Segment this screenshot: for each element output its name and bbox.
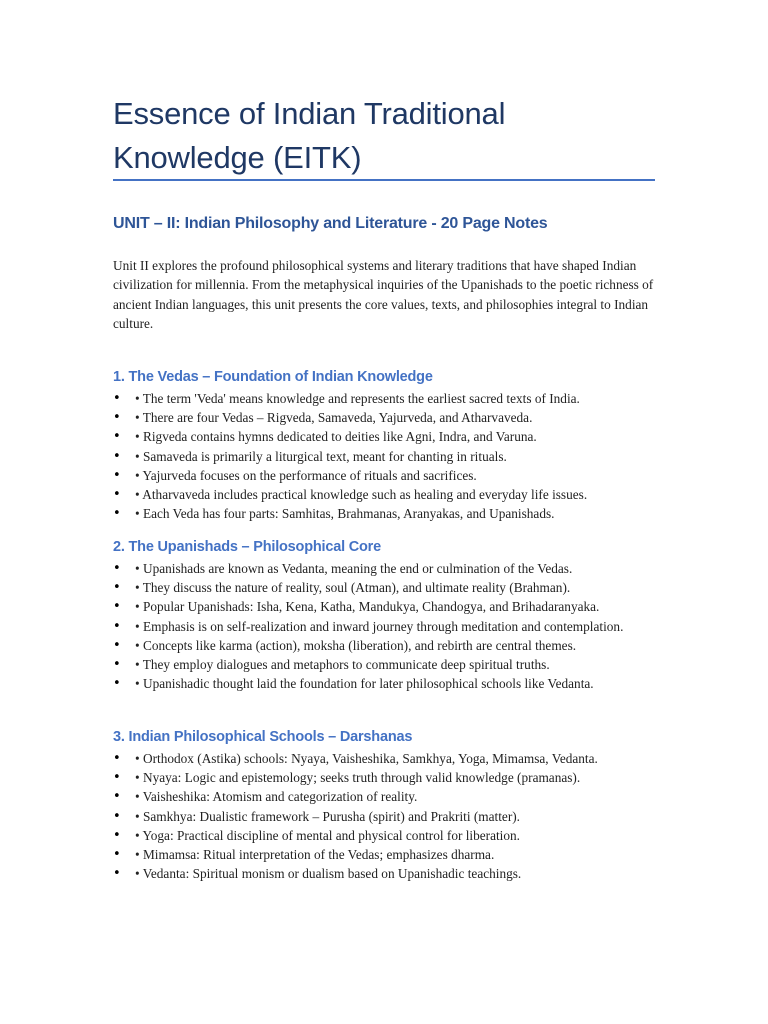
list-item: [113, 408, 673, 427]
intro-paragraph: Unit II explores the profound philosophical systems and literary traditions that have shaped Indian civilization for millennia. From the metaphysical inquiries of the Upanishads to the poetic richness of ancient Indian languages, this unit presents the core values, texts, and philosophies integral to Indian culture.: [113, 258, 654, 332]
list-item-text: • Nyaya: Logic and epistemology; seeks truth through valid knowledge (pramanas).: [135, 770, 581, 786]
list-item: [113, 674, 673, 693]
section-heading: 1. The Vedas – Foundation of Indian Knowledge: [113, 369, 433, 385]
list-item: [113, 597, 673, 616]
section-upanishads: [113, 536, 673, 693]
bullet-icon: •: [113, 789, 121, 805]
list-item: [113, 559, 673, 578]
bullet-icon: •: [113, 637, 121, 653]
bullet-icon: •: [113, 618, 121, 634]
bullet-icon: •: [113, 487, 121, 503]
bullet-icon: •: [113, 676, 121, 692]
list-item-text: • Yoga: Practical discipline of mental and physical control for liberation.: [135, 827, 520, 843]
bullet-icon: •: [113, 410, 121, 426]
list-item: [113, 768, 673, 787]
list-item-text: • Rigveda contains hymns dedicated to deities like Agni, Indra, and Varuna.: [135, 429, 537, 445]
title-divider: [113, 179, 655, 181]
section-heading: 3. Indian Philosophical Schools – Darshanas: [113, 729, 413, 745]
list-item-text: • They employ dialogues and metaphors to communicate deep spiritual truths.: [135, 657, 550, 673]
list-item: [113, 826, 673, 845]
list-item-text: • Concepts like karma (action), moksha (liberation), and rebirth are central themes.: [135, 637, 577, 653]
bullet-icon: •: [113, 391, 121, 406]
bullet-icon: •: [113, 751, 121, 766]
bullet-icon: •: [113, 506, 121, 522]
bullet-list: [113, 559, 673, 693]
list-item: [113, 749, 673, 768]
document-title: Essence of Indian Traditional Knowledge (EITK): [113, 96, 506, 175]
bullet-icon: •: [113, 808, 121, 824]
list-item: [113, 427, 673, 446]
list-item: [113, 787, 673, 806]
list-item-text: • The term 'Veda' means knowledge and represents the earliest sacred texts of India.: [135, 391, 580, 406]
list-item: [113, 845, 673, 864]
list-item: [113, 466, 673, 485]
list-item-text: • Yajurveda focuses on the performance of rituals and sacrifices.: [135, 467, 477, 483]
list-item-text: • Upanishads are known as Vedanta, meaning the end or culmination of the Vedas.: [135, 561, 573, 576]
list-item: [113, 504, 673, 523]
list-item: [113, 617, 673, 636]
bullet-icon: •: [113, 561, 121, 576]
list-item-text: • Samkhya: Dualistic framework – Purusha (spirit) and Prakriti (matter).: [135, 808, 520, 824]
bullet-icon: •: [113, 580, 121, 596]
list-item: [113, 636, 673, 655]
bullet-list: [113, 389, 673, 523]
list-item-text: • Each Veda has four parts: Samhitas, Brahmanas, Aranyakas, and Upanishads.: [135, 506, 555, 522]
bullet-icon: •: [113, 827, 121, 843]
section-darshanas: [113, 726, 673, 883]
list-item-text: • There are four Vedas – Rigveda, Samaveda, Yajurveda, and Atharvaveda.: [135, 410, 533, 426]
list-item-text: • They discuss the nature of reality, soul (Atman), and ultimate reality (Brahman).: [135, 580, 571, 596]
list-item: [113, 864, 673, 883]
bullet-icon: •: [113, 770, 121, 786]
list-item: [113, 807, 673, 826]
list-item-text: • Vaisheshika: Atomism and categorization of reality.: [135, 789, 418, 805]
bullet-list: [113, 749, 673, 883]
list-item-text: • Upanishadic thought laid the foundation for later philosophical schools like Vedanta.: [135, 676, 594, 692]
list-item: [113, 655, 673, 674]
list-item: [113, 485, 673, 504]
list-item-text: • Atharvaveda includes practical knowledge such as healing and everyday life issues.: [135, 487, 588, 503]
list-item: [113, 389, 673, 408]
list-item: [113, 578, 673, 597]
bullet-icon: •: [113, 866, 121, 882]
section-vedas: [113, 366, 673, 523]
list-item-text: • Vedanta: Spiritual monism or dualism based on Upanishadic teachings.: [135, 866, 522, 882]
list-item-text: • Popular Upanishads: Isha, Kena, Katha, Mandukya, Chandogya, and Brihadaranyaka.: [135, 599, 600, 615]
unit-heading: UNIT – II: Indian Philosophy and Literature - 20 Page Notes: [113, 215, 548, 232]
bullet-icon: •: [113, 847, 121, 863]
bullet-icon: •: [113, 657, 121, 673]
bullet-icon: •: [113, 448, 121, 464]
bullet-icon: •: [113, 599, 121, 615]
list-item-text: • Orthodox (Astika) schools: Nyaya, Vaisheshika, Samkhya, Yoga, Mimamsa, Vedanta.: [135, 751, 598, 766]
bullet-icon: •: [113, 467, 121, 483]
bullet-icon: •: [113, 429, 121, 445]
list-item-text: • Mimamsa: Ritual interpretation of the Vedas; emphasizes dharma.: [135, 847, 495, 863]
list-item-text: • Emphasis is on self-realization and inward journey through meditation and contemplation.: [135, 618, 624, 634]
list-item-text: • Samaveda is primarily a liturgical text, meant for chanting in rituals.: [135, 448, 507, 464]
section-heading: 2. The Upanishads – Philosophical Core: [113, 539, 381, 555]
list-item: [113, 447, 673, 466]
